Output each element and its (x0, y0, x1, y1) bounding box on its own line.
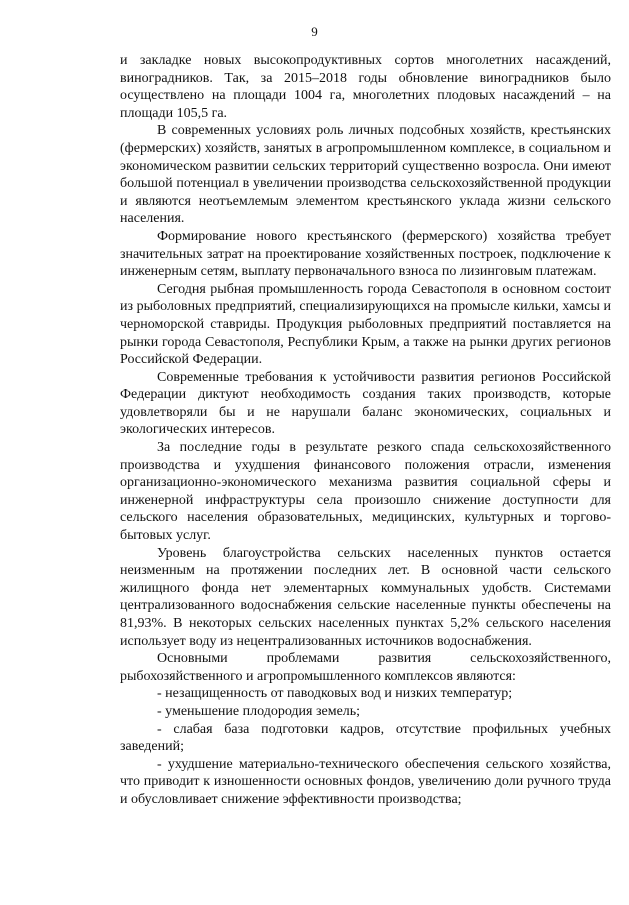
paragraph-1: и закладке новых высокопродуктивных сортов многолетних насаждений, виноградников. Так, за 2015–2018 годы обновление виноградников было осуществлено на площади 1004 га, многолетних плодовых насаждений – на площади 105,5 га. (120, 53, 611, 121)
document-body (120, 52, 611, 809)
paragraph-2: В современных условиях роль личных подсобных хозяйств, крестьянских (фермерских) хозяйств, занятых в агропромышленном комплексе, в социальном и экономическом развитии сельских территорий существенно возросла. Они имеют большой потенциал в увеличении производства сельскохозяйственной продукции и являются неотъемлемым элементом крестьянского уклада жизни сельского населения. (120, 123, 611, 227)
list-item-2: - уменьшение плодородия земель; (157, 703, 361, 719)
paragraph-8: Основными проблемами развития сельскохозяйственного, рыбохозяйственного и агропромышленного комплексов являются: (120, 651, 611, 684)
paragraph-7: Уровень благоустройства сельских населенных пунктов остается неизменным на протяжении последних лет. В основной части сельского жилищного фонда нет элементарных коммунальных удобств. Системами централизованного водоснабжения сельские населенные пункты обеспечены на 81,93%. В некоторых сельских населенных пунктах 5,2% сельского населения использует воду из нецентрализованных источников водоснабжения. (120, 545, 611, 649)
list-item-1: - незащищенность от паводковых вод и низких температур; (157, 686, 513, 702)
paragraph-5: Современные требования к устойчивости развития регионов Российской Федерации диктуют необходимость создания таких производств, которые удовлетворяли бы и не нарушали баланс экономических, социальных и экологических интересов. (120, 369, 611, 438)
list-item-3: - слабая база подготовки кадров, отсутствие профильных учебных заведений; (120, 721, 611, 755)
paragraph-4: Сегодня рыбная промышленность города Севастополя в основном состоит из рыболовных предприятий, специализирующихся на промысле кильки, хамсы и черноморской ставриды. Продукция рыболовных предприятий поставляется на рынки города Севастополя, Республики Крым, а также на рынки других регионов Российской Федерации. (120, 281, 611, 368)
paragraph-6: За последние годы в результате резкого спада сельскохозяйственного производства и ухудшения финансового положения отрасли, изменения организационно-экономического механизма развития социальной сферы и инженерной инфраструктуры села произошло снижение доступности для сельского населения образовательных, медицинских, культурных и торгово-бытовых услуг. (120, 440, 611, 544)
page-number: 9 (311, 24, 318, 39)
paragraph-3: Формирование нового крестьянского (фермерского) хозяйства требует значительных затрат на проектирование хозяйственных построек, подключение к инженерным сетям, выплату первоначального взноса по лизинговым платежам. (120, 228, 611, 280)
list-item-4: - ухудшение материально-технического обеспечения сельского хозяйства, что приводит к изношенности основных фондов, увеличению доли ручного труда и обусловливает снижение эффективности производства; (120, 756, 611, 807)
